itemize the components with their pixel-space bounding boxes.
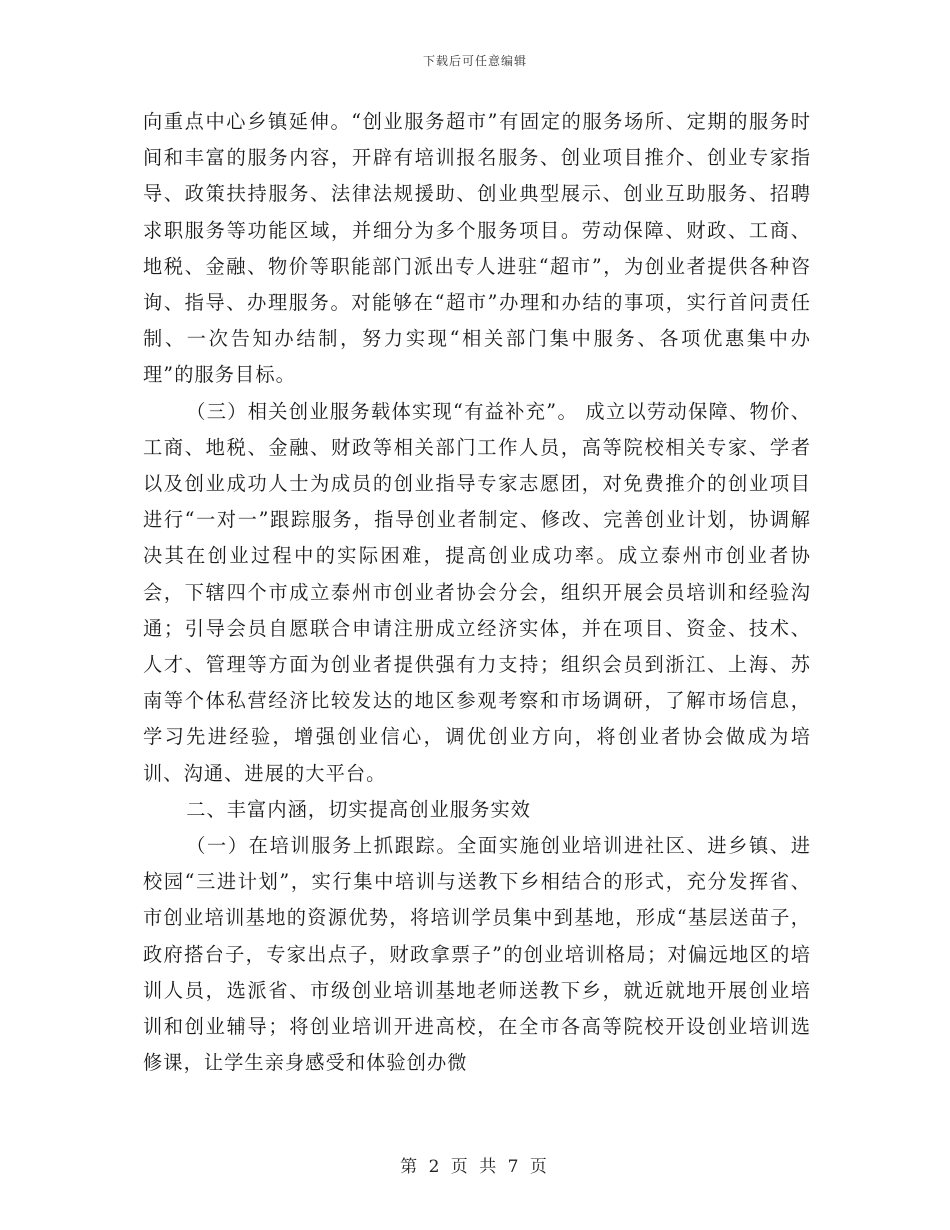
section-heading-two: 二、丰富内涵，切实提高创业服务实效 xyxy=(186,797,532,821)
page-footer: 第 2 页 共 7 页 xyxy=(400,1157,550,1177)
paragraph-section-three: （三）相关创业服务载体实现“有益补充”。 成立以劳动保障、物价、工商、地税、金融、财政等相关部门工作人员，高等院校相关专家、学者以及创业成功人士为成员的创业指导专家志愿团，对免费推介的创业项目进行“一对一”跟踪服务，指导创业者制定、修改、完善创业计划，协调解决其在创业过程中的实际困难，提高创业成功率。成立泰州市创业者协会，下辖四个市成立泰州市创业者协会分会，组织开展会员培训和经验沟通；引导会员自愿联合申请注册成立经济实体，并在项目、资金、技术、人才、管理等方面为创业者提供强有力支持；组织会员到浙江、上海、苏南等个体私营经济比较发达的地区参观考察和市场调研，了解市场信息，学习先进经验，增强创业信心，调优创业方向，将创业者协会做成为培训、沟通、进展的大平台。 xyxy=(143,399,811,785)
document-body xyxy=(143,104,811,1081)
page-header: 下载后可任意编辑 xyxy=(422,54,527,68)
paragraph-subsection-one: （一）在培训服务上抓跟踪。全面实施创业培训进社区、进乡镇、进校园“三进计划”，实行集中培训与送教下乡相结合的形式，充分发挥省、市创业培训基地的资源优势，将培训学员集中到基地，形成“基层送苗子，政府搭台子，专家出点子，财政拿票子”的创业培训格局；对偏远地区的培训人员，选派省、市级创业培训基地老师送教下乡，就近就地开展创业培训和创业辅导；将创业培训开进高校，在全市各高等院校开设创业培训选修课，让学生亲身感受和体验创办微 xyxy=(143,834,811,1075)
paragraph-continuation: 向重点中心乡镇延伸。“创业服务超市”有固定的服务场所、定期的服务时间和丰富的服务内容，开辟有培训报名服务、创业项目推介、创业专家指导、政策扶持服务、法律法规援助、创业典型展示、创业互助服务、招聘求职服务等功能区域，并细分为多个服务项目。劳动保障、财政、工商、地税、金融、物价等职能部门派出专人进驻“超市”，为创业者提供各种咨询、指导、办理服务。对能够在“超市”办理和办结的事项，实行首问责任制、一次告知办结制，努力实现“相关部门集中服务、各项优惠集中办理”的服务目标。 xyxy=(143,110,811,387)
